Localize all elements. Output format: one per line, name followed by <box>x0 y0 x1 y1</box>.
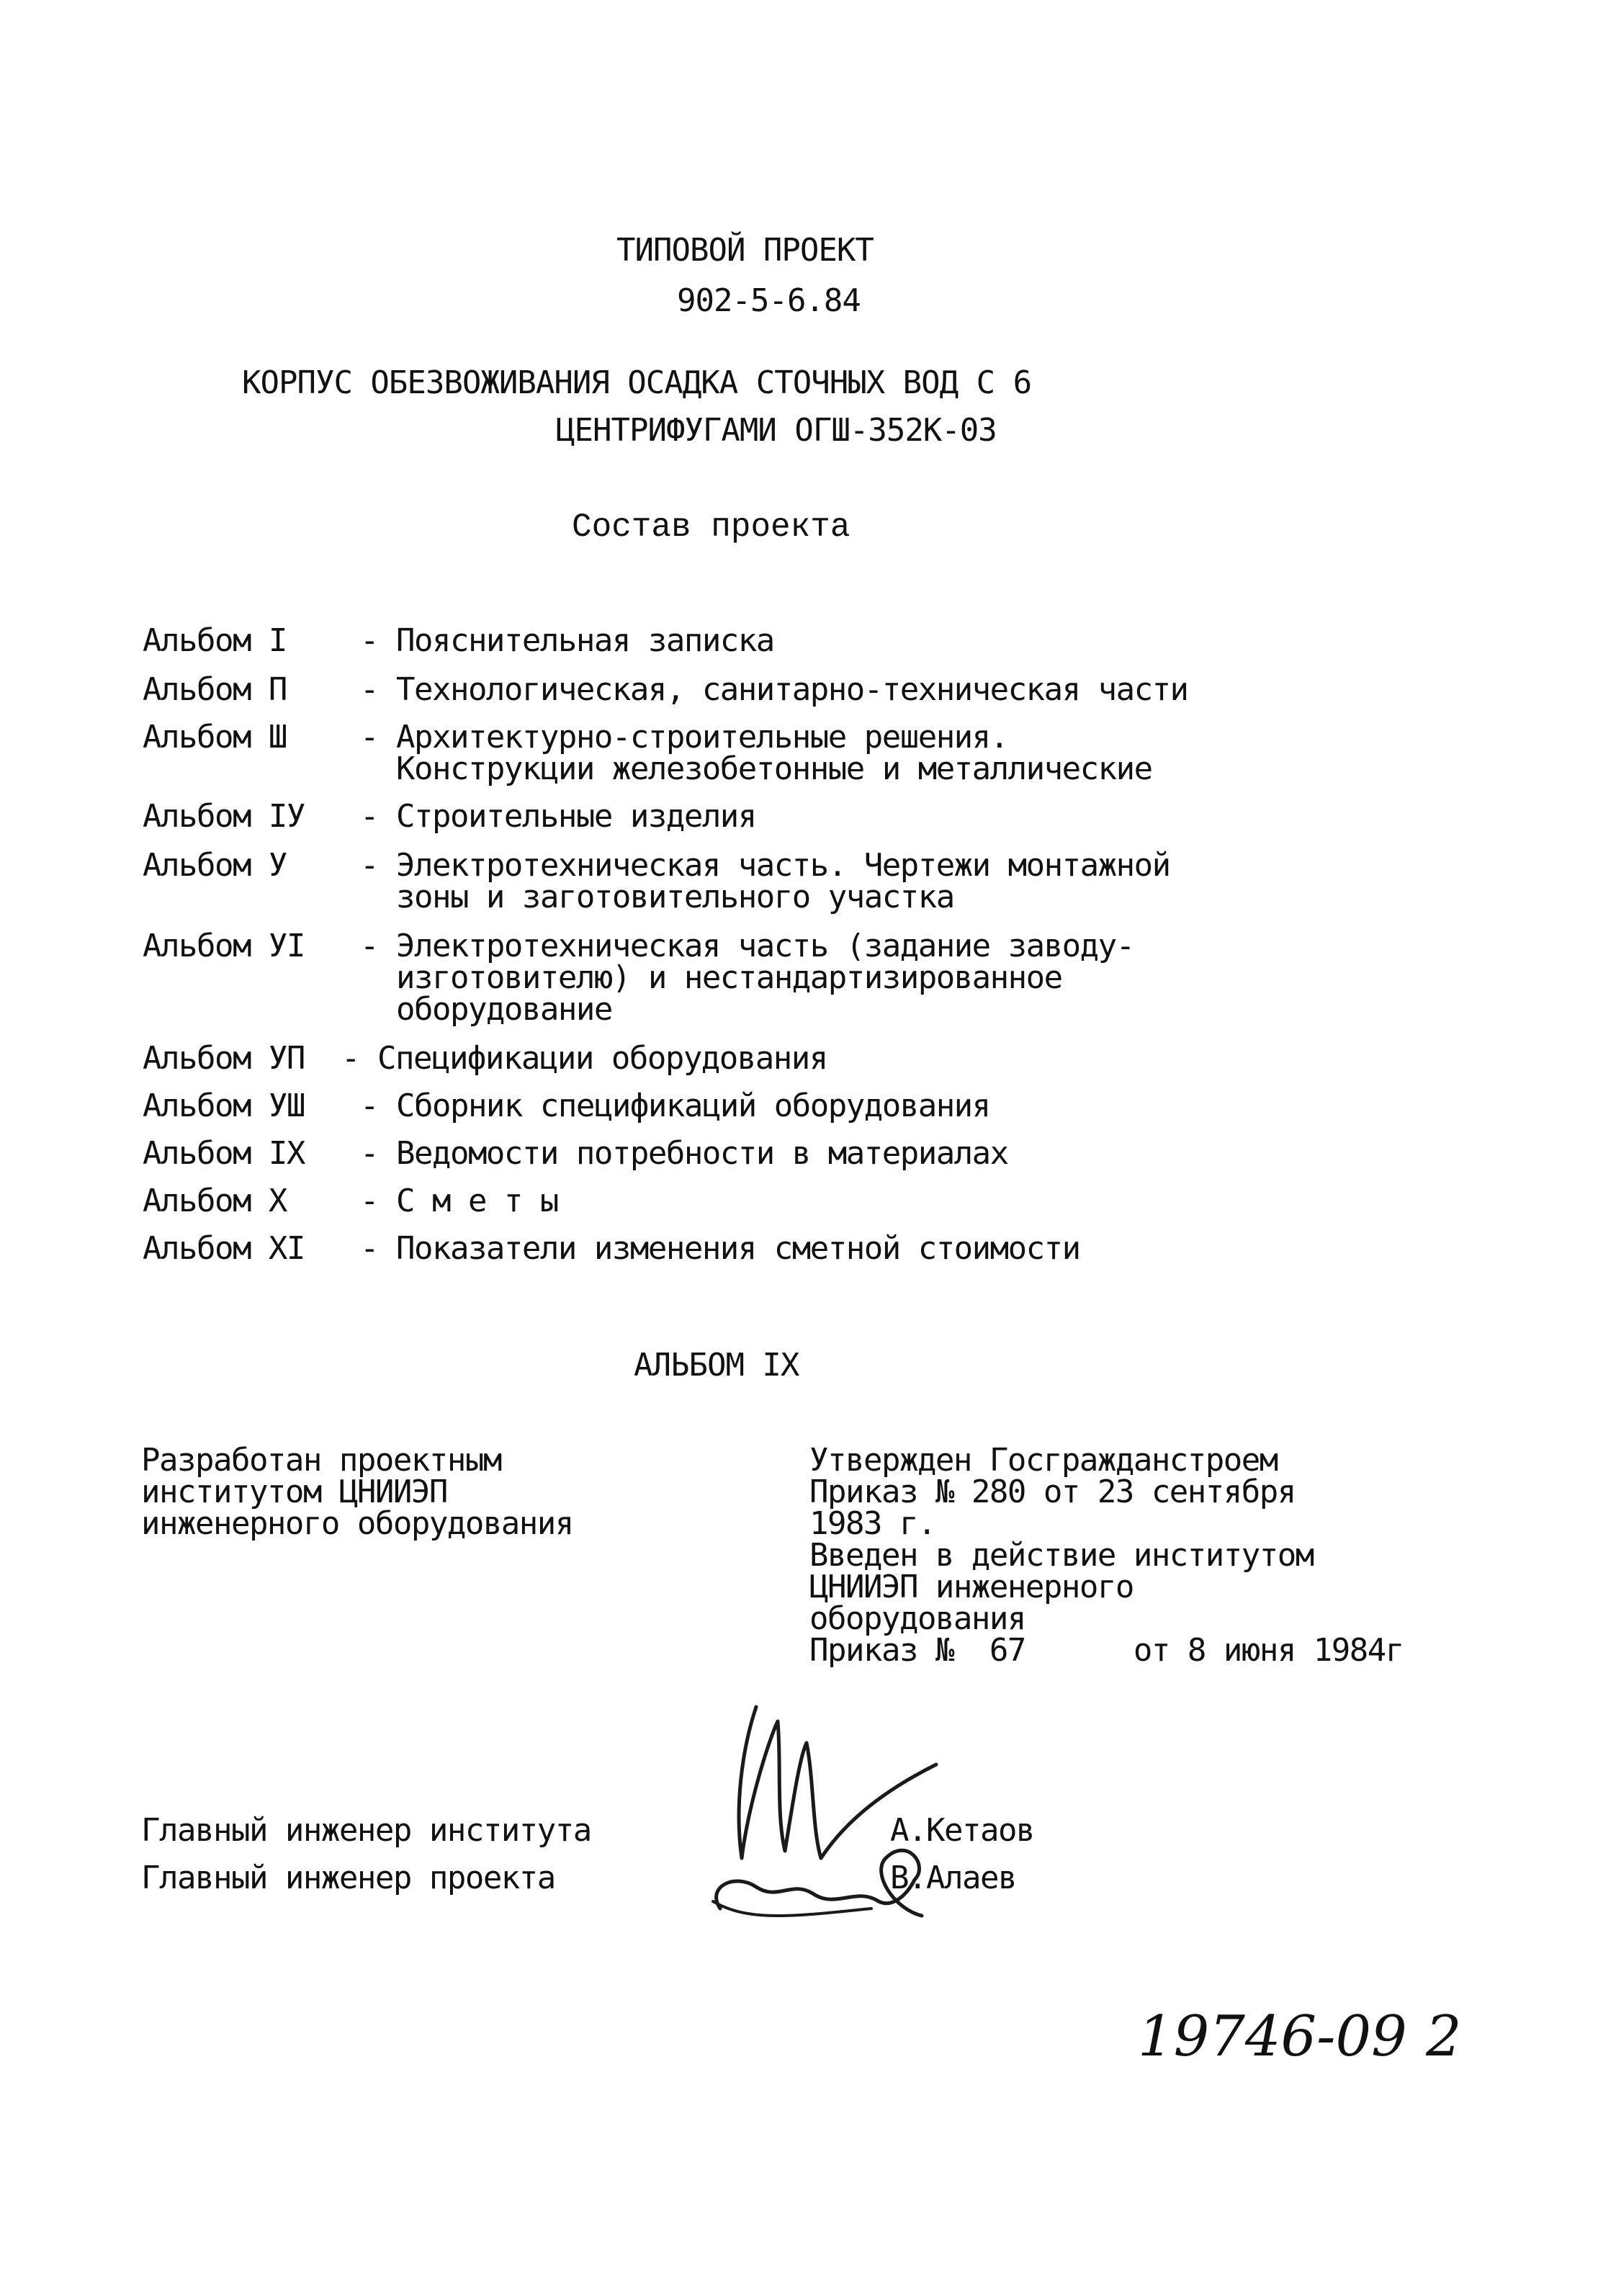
album-description-line: - Технологическая, санитарно-техническая части <box>360 671 1188 708</box>
approval-line: ЦНИИЭП инженерного <box>809 1569 1134 1605</box>
object-name-line-2: ЦЕНТРИФУГАМИ ОГШ-352К-03 <box>556 412 997 449</box>
order-date: от 8 июня 1984г <box>1133 1632 1404 1669</box>
album-description-line: изготовителю) и нестандартизированное <box>360 959 1062 996</box>
album-description <box>360 1230 1080 1267</box>
album-description-line: - Показатели изменения сметной стоимости <box>360 1230 1080 1267</box>
approval-line: 1983 г. <box>809 1505 935 1542</box>
order-number: Приказ № 67 <box>809 1632 1025 1669</box>
contents-heading: Состав проекта <box>572 508 850 546</box>
developer-block <box>141 1442 573 1542</box>
album-heading: АЛЬБОМ IX <box>634 1347 799 1384</box>
album-description <box>360 847 1170 915</box>
album-description <box>360 798 756 835</box>
album-description <box>360 1135 1008 1172</box>
archive-number-handwritten <box>1123 1998 1483 2077</box>
album-label: Альбом I <box>143 622 287 659</box>
approval-order-line <box>809 1632 1404 1669</box>
album-label: Альбом УП <box>143 1040 305 1077</box>
album-description-line: - Сборник спецификаций оборудования <box>360 1088 990 1124</box>
approval-line: Утвержден Госгражданстроем <box>809 1442 1278 1479</box>
signatory-row-2 <box>141 1862 555 1894</box>
object-name-line-1: КОРПУС ОБЕЗВОЖИВАНИЯ ОСАДКА СТОЧНЫХ ВОД С 6 <box>242 364 1032 401</box>
album-description-line: зоны и заготовительного участка <box>360 879 954 915</box>
album-description-line: - Спецификации оборудования <box>341 1040 827 1077</box>
document-type-title: ТИПОВОЙ ПРОЕКТ <box>616 232 874 269</box>
approval-line: Введен в действие институтом <box>809 1537 1314 1574</box>
album-label: Альбом УШ <box>143 1088 305 1124</box>
album-description <box>360 1185 558 1217</box>
album-description <box>360 622 774 659</box>
archive-number: 19746-09 <box>1138 2004 1407 2069</box>
album-description <box>341 1040 827 1077</box>
album-description <box>360 719 1152 787</box>
album-description-line: Конструкции железобетонные и металлические <box>360 750 1152 787</box>
project-code: 902-5-6.84 <box>677 282 861 319</box>
album-label: Альбом УI <box>143 928 305 964</box>
page-number: 2 <box>1426 2004 1462 2069</box>
album-description-line: - Ведомости потребности в материалах <box>360 1135 1008 1172</box>
developer-line: инженерного оборудования <box>141 1505 573 1542</box>
handwritten-signature <box>691 1692 965 1930</box>
approval-block <box>809 1442 1404 1669</box>
album-label: Альбом П <box>143 671 287 708</box>
album-description-line: - Пояснительная записка <box>360 622 774 659</box>
album-label: Альбом У <box>143 847 287 884</box>
album-label: Альбом X <box>143 1183 287 1219</box>
album-label: Альбом XI <box>143 1230 305 1267</box>
album-description <box>360 930 1134 1026</box>
signatory-title: Главный инженер проекта <box>141 1860 555 1896</box>
album-label: Альбом IX <box>143 1135 305 1172</box>
approval-line: Приказ № 280 от 23 сентября <box>809 1474 1296 1510</box>
album-label: Альбом IУ <box>143 798 305 835</box>
album-description-line: - Электротехническая часть (задание заводу- <box>360 928 1134 964</box>
developer-line: Разработан проектным <box>141 1442 501 1479</box>
signatory-name: В.Алаев <box>890 1860 1016 1896</box>
album-description-line: - Электротехническая часть. Чертежи монтажной <box>360 847 1170 884</box>
album-description-line: - Архитектурно-строительные решения. <box>360 719 1008 755</box>
developer-line: институтом ЦНИИЭП <box>141 1474 447 1510</box>
album-description-line: - Строительные изделия <box>360 798 756 835</box>
album-description <box>360 671 1188 708</box>
album-description-line: оборудование <box>360 991 612 1028</box>
signatory-title: Главный инженер института <box>141 1812 591 1849</box>
album-label: Альбом Ш <box>143 719 287 755</box>
signatory-name: А.Кетаов <box>890 1812 1034 1849</box>
album-description-line: - С м е т ы <box>360 1183 558 1219</box>
signatory-row-1 <box>141 1812 591 1849</box>
album-description <box>360 1090 990 1122</box>
approval-line: оборудования <box>809 1600 1025 1637</box>
